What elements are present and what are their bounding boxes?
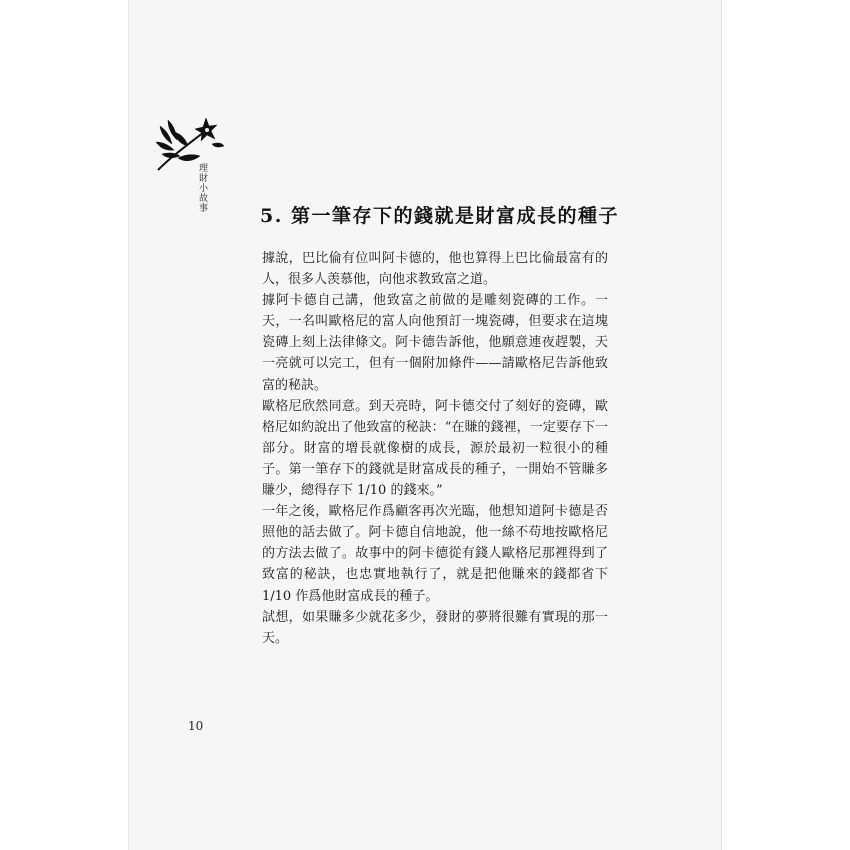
story-paragraph: 歐格尼欣然同意。到天亮時，阿卡德交付了刻好的瓷磚，歐格尼如約說出了他致富的秘訣：“在賺的錢裡，一定要存下一部分。財富的增長就像樹的成長，源於最初一粒很小的種子。第一筆存下的錢就是財富成長的種子，一開始不管賺多賺少，總得存下 1/10 的錢來。” bbox=[262, 398, 608, 499]
series-label: 理財小故事 bbox=[197, 163, 207, 213]
page-number: 10 bbox=[188, 719, 204, 733]
story-paragraph: 一年之後，歐格尼作爲顧客再次光臨，他想知道阿卡德是否照他的話去做了。阿卡德自信地說，他一絲不苟地按歐格尼的方法去做了。故事中的阿卡德從有錢人歐格尼那裡得到了致富的秘訣，也忠實地執行了，就是把他賺來的錢都省下 1/10 作爲他財富成長的種子。 bbox=[262, 504, 608, 604]
chapter-title: 5. 第一筆存下的錢就是財富成長的種子 bbox=[260, 204, 619, 227]
story-paragraph: 據阿卡德自己講，他致富之前做的是雕刻瓷磚的工作。一天，一名叫歐格尼的富人向他預訂一塊瓷磚，但要求在這塊瓷磚上刻上法律條文。阿卡德告訴他，他願意連夜趕製，天一亮就可以完工，但有一個附加條件——請歐格尼告訴他致富的秘訣。 bbox=[262, 293, 608, 393]
story-body bbox=[262, 248, 608, 649]
page-edge-right bbox=[721, 0, 722, 850]
story-paragraph: 試想，如果賺多少就花多少，發財的夢將很難有實現的那一天。 bbox=[262, 609, 608, 646]
floral-ornament-icon bbox=[152, 112, 224, 174]
story-paragraph: 據說，巴比倫有位叫阿卡德的，他也算得上巴比倫最富有的人，很多人羡慕他，向他求教致富之道。 bbox=[262, 251, 608, 288]
